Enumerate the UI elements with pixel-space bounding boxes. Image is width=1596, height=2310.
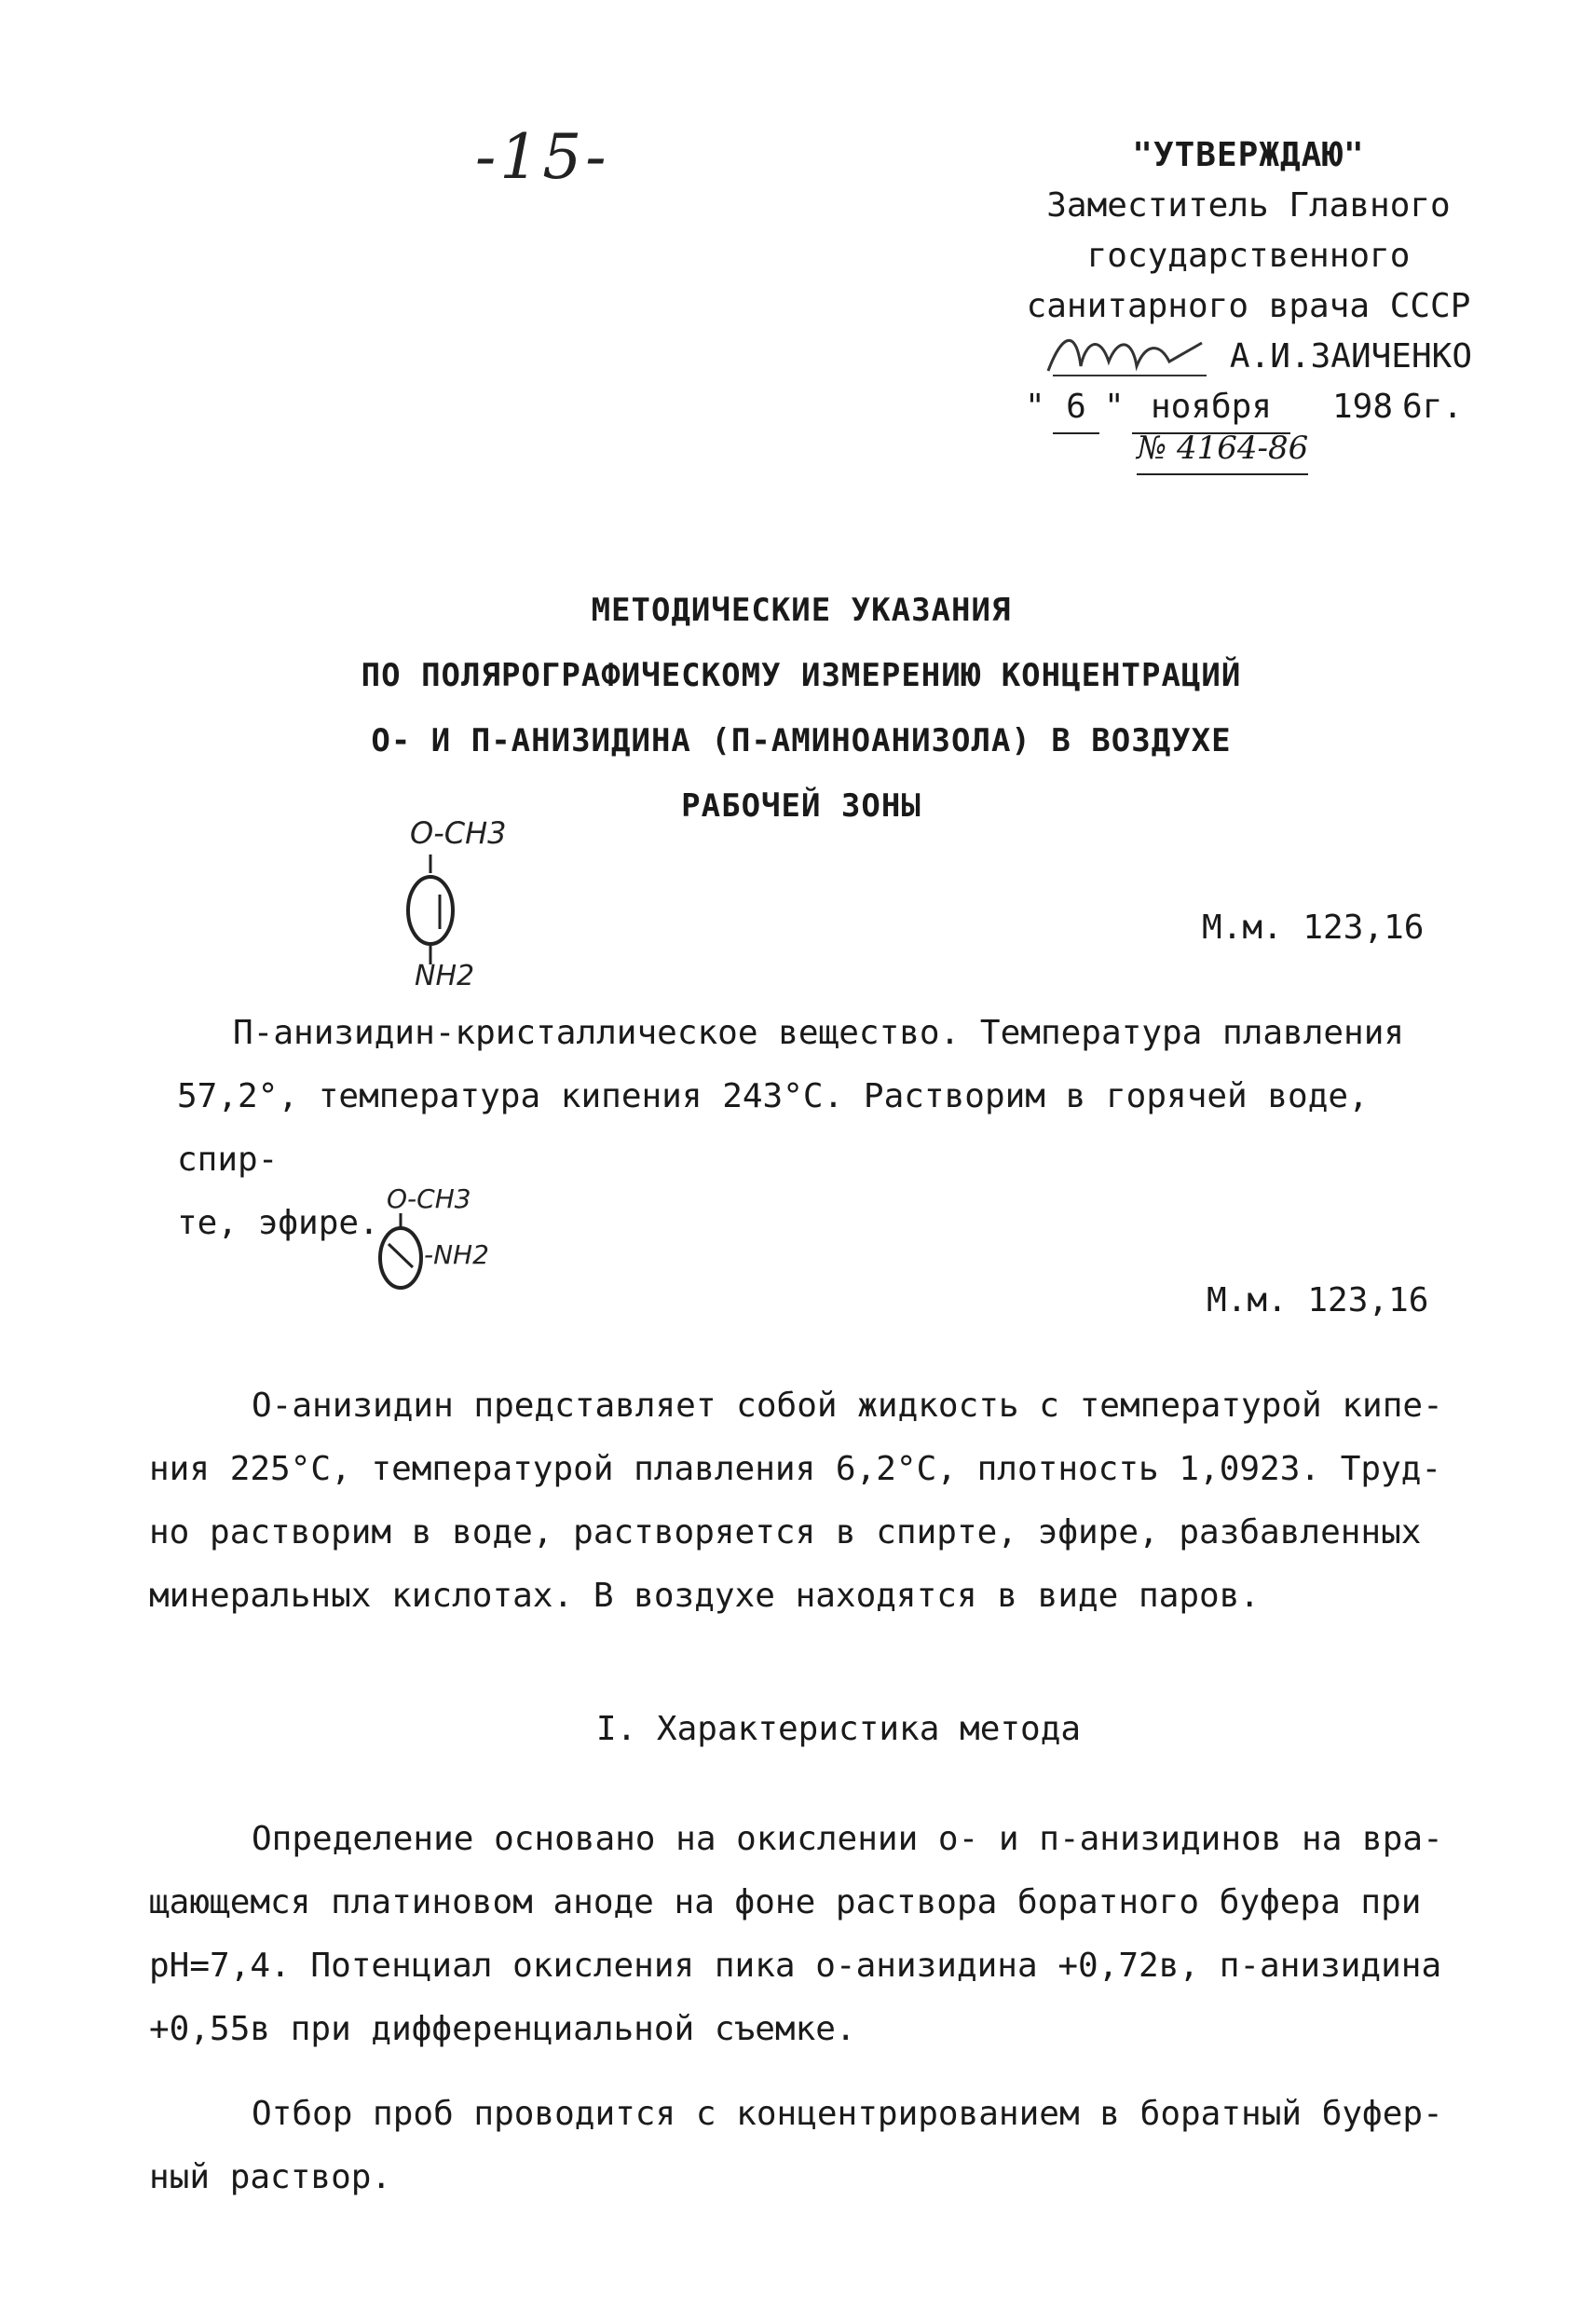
title-line-3: О- И П-АНИЗИДИНА (П-АМИНОАНИЗОЛА) В ВОЗДУХЕ (371, 722, 1232, 759)
o-anisidine-line-3: но растворим в воде, растворяется в спирте, эфире, разбавленных (149, 1513, 1422, 1551)
section-1-p1-line-3: pH=7,4. Потенциал окисления пика о-анизидина +0,72в, п-анизидина (149, 1947, 1442, 1985)
o-structure-top-group: O-CH3 (387, 1183, 471, 1214)
signature-line (1006, 332, 1491, 382)
section-1-p2-line-2: ный раствор. (149, 2158, 392, 2196)
p-structure-bottom-group: NH2 (415, 960, 475, 992)
o-molar-mass: М.м. 123,16 (1207, 1281, 1429, 1319)
date-year-suffix: 6г. (1402, 388, 1464, 426)
section-1-p1-line-2: щающемся платиновом аноде на фоне раствора боратного буфера при (149, 1883, 1422, 1921)
date-month: ноября (1132, 382, 1290, 434)
section-1-p2-line-1: Отбор проб проводится с концентрированием в боратный буфер- (252, 2095, 1443, 2133)
p-molar-mass: М.м. 123,16 (1202, 909, 1425, 947)
p-anisidine-line-2: 57,2°, температура кипения 243°С. Растворим в горячей воде, спир- (177, 1077, 1369, 1179)
section-1-paragraph-1 (149, 1808, 1444, 2061)
date-day: 6 (1053, 382, 1099, 434)
p-anisidine-line-3: те, эфире. (177, 1204, 379, 1242)
registration-number: № 4164-86 (1137, 423, 1308, 475)
p-structure-top-group: O-CH3 (410, 815, 507, 851)
p-anisidine-line-1: П-анизидин-кристаллическое вещество. Температура плавления (233, 1014, 1405, 1052)
section-1-p1-line-4: +0,55в при дифференциальной съемке. (149, 2010, 856, 2048)
approval-heading: "УТВЕРЖДАЮ" (1132, 136, 1365, 174)
page-number: -15- (475, 121, 610, 193)
section-1-title: I. Характеристика метода (595, 1710, 1082, 1748)
approval-line-2: государственного (1086, 237, 1411, 275)
title-line-2: ПО ПОЛЯРОГРАФИЧЕСКОМУ ИЗМЕРЕНИЮ КОНЦЕНТРАЦИЙ (361, 657, 1242, 694)
section-1-p1-line-1: Определение основано на окислении о- и п-анизидинов на вра- (252, 1820, 1443, 1858)
document-title (205, 578, 1398, 839)
signature-name: А.И.ЗАИЧЕНКО (1229, 337, 1472, 376)
o-anisidine-line-2: ния 225°С, температурой плавления 6,2°С, плотность 1,0923. Труд- (149, 1450, 1442, 1488)
title-line-1: МЕТОДИЧЕСКИЕ УКАЗАНИЯ (591, 592, 1012, 629)
date-line: " 6 " ноября 198 6г. (1006, 382, 1491, 432)
approval-line-1: Заместитель Главного (1046, 186, 1451, 225)
o-structure-side-group: -NH2 (424, 1239, 489, 1270)
section-1-paragraph-2 (149, 2083, 1444, 2209)
date-year-prefix: 198 (1332, 388, 1394, 426)
registration-line (1006, 432, 1491, 483)
title-line-4: РАБОЧЕЙ ЗОНЫ (681, 787, 921, 825)
approval-block (1006, 130, 1491, 483)
o-anisidine-line-4: минеральных кислотах. В воздухе находятся в виде паров. (149, 1577, 1261, 1615)
o-anisidine-paragraph (149, 1374, 1444, 1628)
o-anisidine-line-1: О-анизидин представляет собой жидкость с температурой кипе- (252, 1387, 1443, 1425)
approval-line-3: санитарного врача СССР (1026, 287, 1471, 325)
